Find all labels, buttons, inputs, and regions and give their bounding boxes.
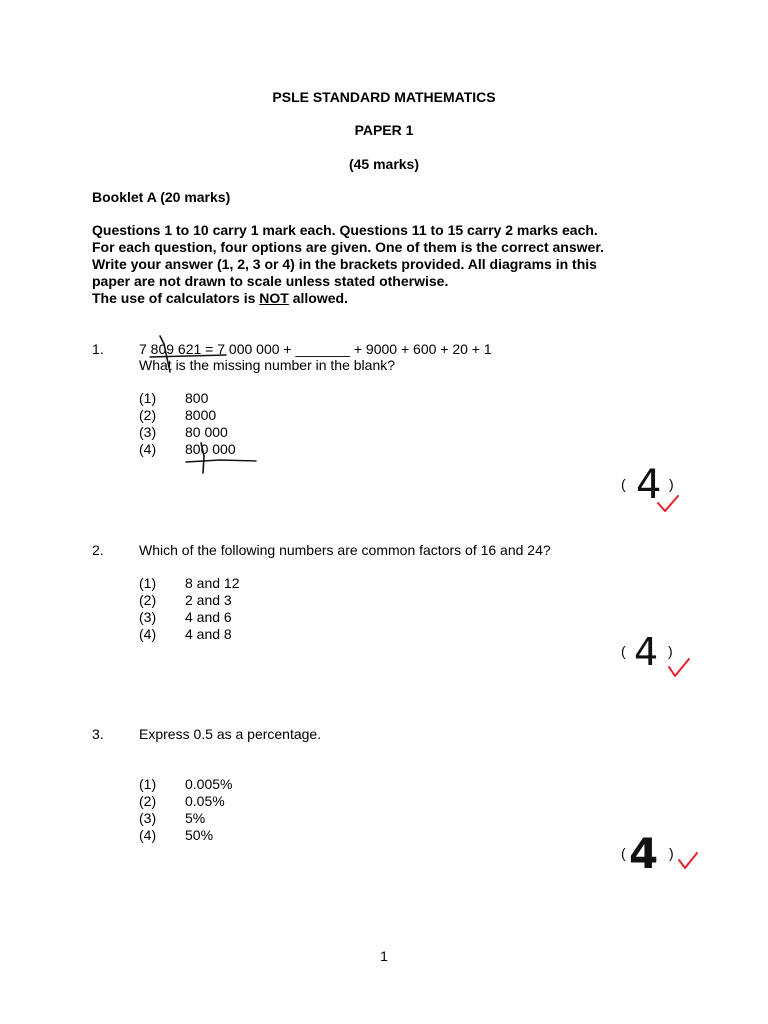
instruction-line xyxy=(92,290,692,307)
option-text: 0.05% xyxy=(185,793,225,809)
check-mark-icon xyxy=(667,657,691,679)
answer-bracket-close: ) xyxy=(669,845,674,861)
question-number: 2. xyxy=(92,542,104,558)
answer-bracket-open: ( xyxy=(621,643,626,659)
option-text: 4 and 8 xyxy=(185,626,232,642)
option-1 xyxy=(139,390,208,407)
option-number: (1) xyxy=(139,390,157,406)
option-number: (4) xyxy=(139,441,157,457)
question-number: 1. xyxy=(92,341,104,357)
instruction-line: For each question, four options are given. One of them is the correct answer. xyxy=(92,239,604,255)
option-text: 50% xyxy=(185,827,214,843)
question-text: Which of the following numbers are common factors of 16 and 24? xyxy=(139,542,551,558)
option-number: (2) xyxy=(139,793,157,809)
option-text: 5% xyxy=(185,810,206,826)
instructions xyxy=(92,222,692,307)
option-3 xyxy=(139,424,228,441)
handwritten-answer: 4 xyxy=(634,630,659,674)
option-text: 800 000 xyxy=(185,441,236,457)
instruction-text: allowed. xyxy=(288,290,348,306)
exam-title: PSLE STANDARD MATHEMATICS xyxy=(272,89,496,105)
option-text: 4 and 6 xyxy=(185,609,232,625)
option-number: (3) xyxy=(139,810,157,826)
question-text-line2: What is the missing number in the blank? xyxy=(139,357,396,373)
option-text: 80 000 xyxy=(185,424,228,440)
handwritten-answer: 4 xyxy=(636,462,662,508)
option-number: (4) xyxy=(139,827,157,843)
option-text: 8 and 12 xyxy=(185,575,240,591)
option-2 xyxy=(139,592,232,609)
option-text: 8000 xyxy=(185,407,217,423)
marks-label: (45 marks) xyxy=(348,156,420,172)
option-2 xyxy=(139,407,216,424)
option-3 xyxy=(139,609,232,626)
answer-bracket-open: ( xyxy=(621,476,626,492)
question-text: Express 0.5 as a percentage. xyxy=(139,726,322,742)
option-1 xyxy=(139,776,232,793)
option-number: (2) xyxy=(139,592,157,608)
option-text: 0.005% xyxy=(185,776,233,792)
option-number: (3) xyxy=(139,424,157,440)
handwritten-answer: 4 xyxy=(629,829,659,878)
check-mark-icon xyxy=(677,851,699,871)
option-number: (1) xyxy=(139,776,157,792)
answer-bracket-open: ( xyxy=(621,845,626,861)
option-1 xyxy=(139,575,240,592)
option-text: 2 and 3 xyxy=(185,592,232,608)
option-number: (3) xyxy=(139,609,157,625)
question-number: 3. xyxy=(92,726,104,742)
instruction-line: Write your answer (1, 2, 3 or 4) in the brackets provided. All diagrams in this xyxy=(92,256,597,272)
option-4 xyxy=(139,626,232,643)
instruction-line: paper are not drawn to scale unless stated otherwise. xyxy=(92,273,449,289)
option-text: 800 xyxy=(185,390,209,406)
page-number: 1 xyxy=(380,948,388,964)
answer-bracket-close: ) xyxy=(668,643,673,659)
option-4 xyxy=(139,827,213,844)
option-number: (1) xyxy=(139,575,157,591)
booklet-label: Booklet A (20 marks) xyxy=(92,189,231,205)
instruction-line: Questions 1 to 10 carry 1 mark each. Questions 11 to 15 carry 2 marks each. xyxy=(92,222,598,238)
option-number: (2) xyxy=(139,407,157,423)
answer-bracket-close: ) xyxy=(669,476,674,492)
option-3 xyxy=(139,810,205,827)
check-mark-icon xyxy=(656,494,680,514)
option-4 xyxy=(139,441,236,458)
not-emphasis: NOT xyxy=(259,290,289,306)
question-text: 7 809 621 = 7 000 000 + _______ + 9000 + 600 + 20 + 1 xyxy=(139,341,492,357)
instruction-text: The use of calculators is xyxy=(92,290,260,306)
paper-label: PAPER 1 xyxy=(354,122,414,138)
option-2 xyxy=(139,793,225,810)
option-number: (4) xyxy=(139,626,157,642)
